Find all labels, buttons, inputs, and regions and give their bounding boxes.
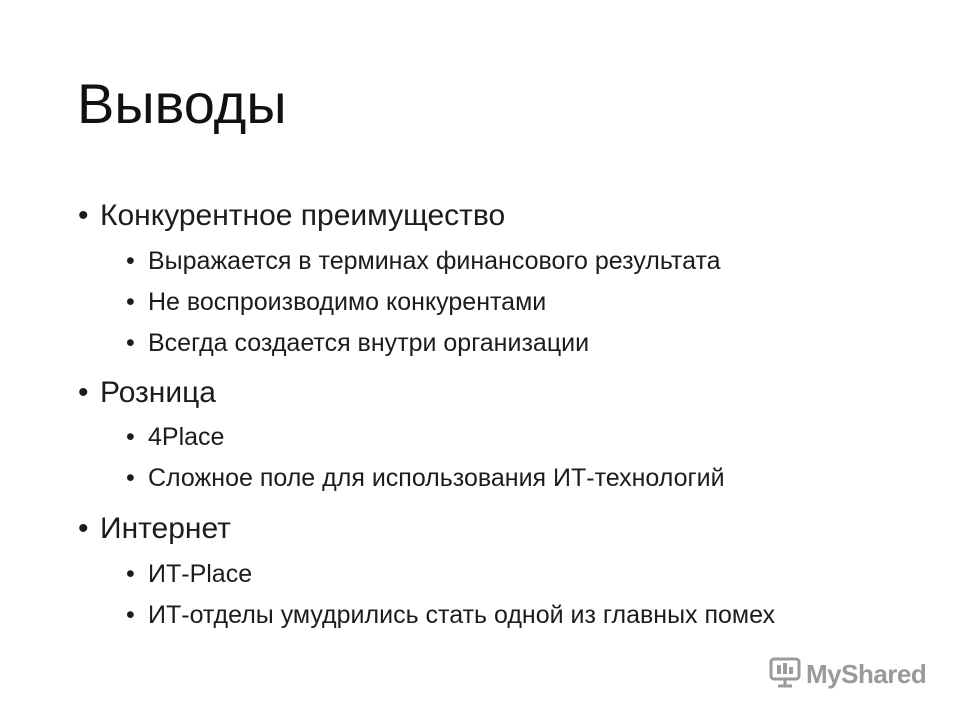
bullet-text: Конкурентное преимущество — [100, 199, 506, 232]
bullet-dot: • — [78, 512, 89, 545]
bullet-text: Не воспроизводимо конкурентами — [148, 288, 547, 316]
bullet-text: Сложное поле для использования ИТ-технологий — [148, 464, 725, 492]
bullet-text: Всегда создается внутри организации — [148, 329, 590, 357]
bullet-level2 — [126, 244, 721, 278]
bullet-dot: • — [126, 329, 135, 357]
bullet-dot: • — [78, 199, 89, 232]
bullet-text: Интернет — [100, 512, 231, 545]
bullet-text: ИТ-отделы умудрились стать одной из главных помех — [148, 601, 775, 629]
bullet-level2 — [126, 420, 224, 454]
bullet-level2 — [126, 326, 589, 360]
slide-title: Выводы — [77, 72, 287, 135]
bullet-dot: • — [126, 247, 135, 275]
presentation-board-icon — [768, 655, 802, 694]
bullet-dot: • — [126, 288, 135, 316]
bullet-level2 — [126, 598, 775, 632]
bullet-level2 — [126, 285, 546, 319]
bullet-text: Розница — [100, 376, 216, 409]
bullet-level2 — [126, 461, 725, 495]
bullet-dot: • — [126, 601, 135, 629]
bullet-text: ИТ-Place — [148, 560, 253, 588]
bullet-dot: • — [126, 464, 135, 492]
bullet-dot: • — [78, 376, 89, 409]
bullet-level1 — [78, 509, 231, 549]
bullet-text: Выражается в терминах финансового результата — [148, 247, 721, 275]
bullet-level2 — [126, 557, 252, 591]
watermark — [768, 655, 926, 693]
bullet-level1 — [78, 196, 505, 236]
bullet-text: 4Place — [148, 423, 225, 451]
bullet-dot: • — [126, 423, 135, 451]
watermark-text: MyShared — [806, 658, 927, 689]
bullet-dot: • — [126, 560, 135, 588]
bullet-level1 — [78, 373, 216, 413]
